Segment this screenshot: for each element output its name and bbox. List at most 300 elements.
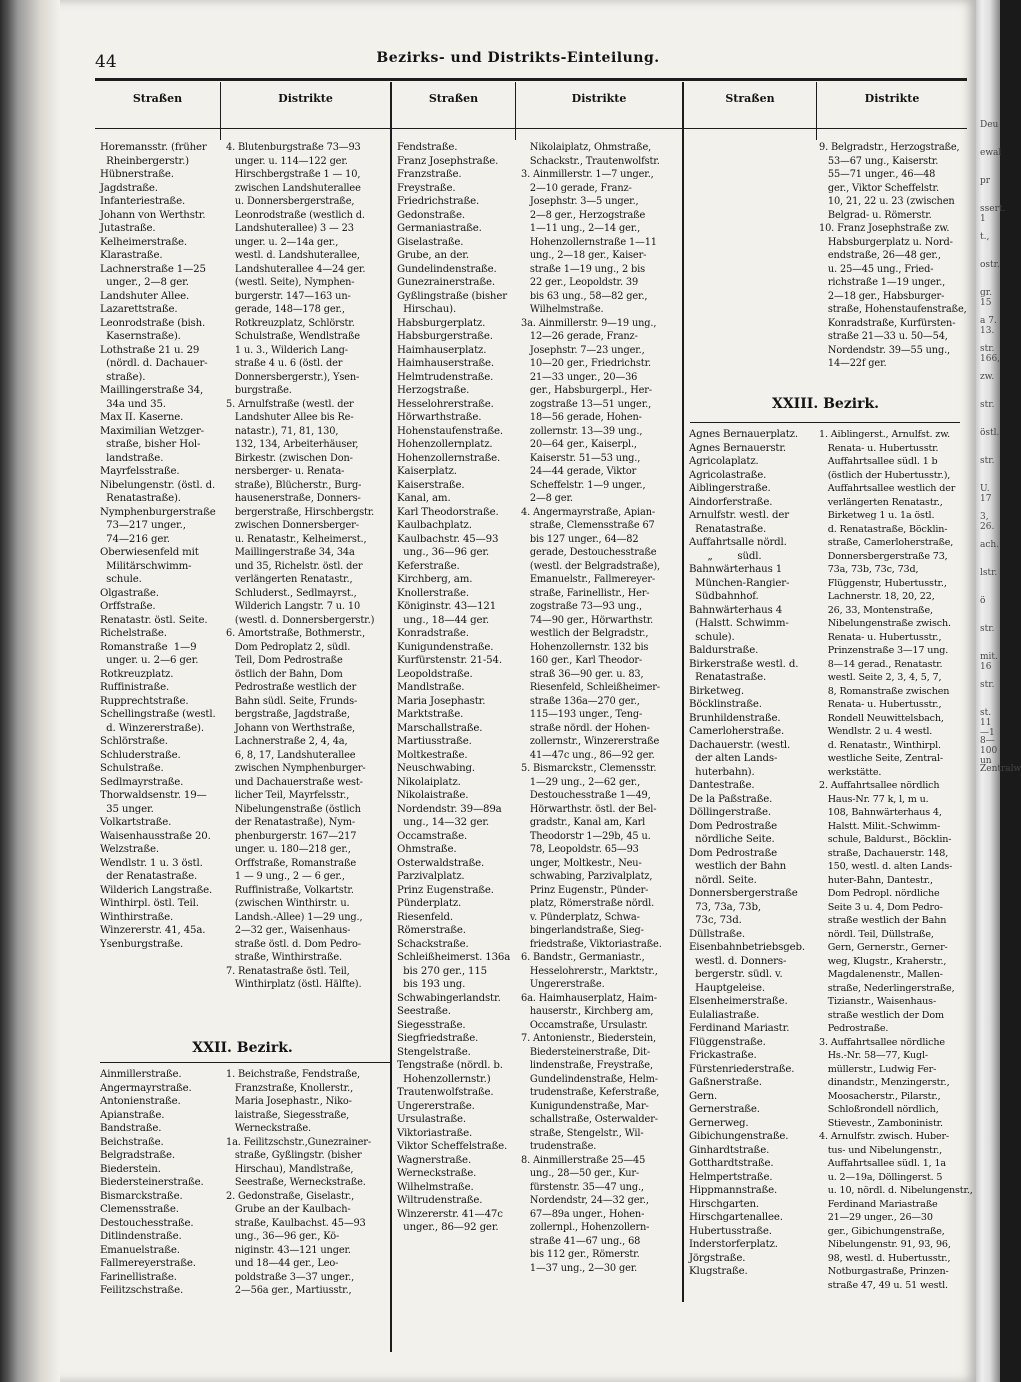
text-line: Theodorstr 1—29b, 45 u. bbox=[521, 830, 651, 842]
text-line: Schwabingerlandstr. bbox=[397, 992, 501, 1004]
text-line: Kunigundenstraße. bbox=[397, 641, 494, 653]
text-line: Kelheimerstraße. bbox=[100, 236, 187, 248]
text-line: 73a, 73b, 73c, 73d, bbox=[819, 564, 919, 575]
text-line: Hohenstaufenstraße. bbox=[397, 425, 503, 437]
text-line: der alten Lands- bbox=[689, 753, 778, 764]
text-line: Dom Pedrostraße bbox=[689, 847, 777, 859]
header-distrikte-1: Distrikte bbox=[278, 92, 333, 105]
text-line: der Renatastraße. bbox=[100, 871, 198, 882]
text-line: natastr.), 71, 81, 130, bbox=[226, 425, 339, 437]
text-line: Gyßlingstraße (bisher bbox=[397, 290, 507, 302]
text-line: 5. Arnulfstraße (westl. der bbox=[226, 398, 354, 410]
text-line: Birketweg 1 u. 1a östl. bbox=[819, 510, 935, 521]
text-line: Hesselohrerstraße. bbox=[397, 398, 494, 410]
text-line: Ungererstraße. bbox=[397, 1100, 475, 1112]
text-line: Rondell Neuwittelsbach, bbox=[819, 712, 944, 724]
text-line: straße, Nederlingerstraße, bbox=[819, 982, 955, 994]
text-line: Renatastraße. bbox=[689, 672, 767, 683]
edge-fragment: str. bbox=[980, 400, 995, 410]
text-line: Werneckstraße. bbox=[397, 1168, 477, 1179]
col2-streets bbox=[397, 141, 517, 1235]
edge-fragment: ö bbox=[980, 596, 986, 606]
text-line: Landshuterallee) 3 — 23 bbox=[226, 223, 354, 234]
text-line: Lazarettstraße. bbox=[100, 304, 178, 315]
text-line: Ungererstraße. bbox=[521, 979, 605, 990]
text-line: 4. Blutenburgstraße 73—93 bbox=[226, 142, 361, 153]
text-line: Nibelungenstr. (östl. d. bbox=[100, 479, 216, 491]
text-line: schallstraße, Osterwalder- bbox=[521, 1114, 658, 1125]
text-line: zogstraße 13—51 unger., bbox=[521, 398, 652, 410]
text-line: der Renatastraße), Nym- bbox=[226, 817, 355, 828]
text-line: 1. Aiblingerst., Arnulfst. zw. bbox=[819, 429, 951, 440]
text-line: schule, Baldurst., Böcklin- bbox=[819, 834, 952, 845]
text-line: 2. Auffahrtsallee nördlich bbox=[819, 780, 940, 791]
text-line: 2—18 ger., Habsburger- bbox=[819, 290, 945, 302]
text-line: Renata- u. Hubertusstr., bbox=[819, 631, 942, 643]
text-line: u. 10, nördl. d. Nibelungenstr., bbox=[819, 1185, 973, 1196]
text-line: 10, 21, 22 u. 23 (zwischen bbox=[819, 196, 955, 207]
text-line: 24—44 gerade, Viktor bbox=[521, 466, 637, 477]
text-line: Maillingerstraße 34, bbox=[100, 385, 204, 396]
text-line: Jutastraße. bbox=[100, 223, 156, 234]
text-line: Nordendstr. 39—89a bbox=[397, 803, 502, 815]
text-line: Ainmillerstraße. bbox=[100, 1069, 182, 1080]
text-line: Nibelungenstr. 91, 93, 96, bbox=[819, 1239, 951, 1250]
text-line: Schlörstraße. bbox=[100, 736, 168, 747]
text-line: Viktoriastraße. bbox=[397, 1127, 473, 1139]
text-line: gerade, Destouchesstraße bbox=[521, 547, 657, 558]
text-line: unger. u. 2—6 ger. bbox=[100, 655, 199, 666]
text-line: Renatastraße). bbox=[100, 493, 181, 504]
text-line: 3. Ainmillerstr. 1—7 unger., bbox=[521, 169, 654, 180]
edge-fragment: str. bbox=[980, 680, 995, 690]
text-line: 6. Bandstr., Germaniastr., bbox=[521, 952, 645, 963]
text-line: Kunigundenstraße, Mar- bbox=[521, 1100, 649, 1112]
text-line: Dantestraße. bbox=[689, 780, 755, 791]
text-line: Hohenzollernstraße 1—11 bbox=[521, 236, 657, 248]
text-line: Seestraße. bbox=[397, 1006, 451, 1017]
text-line: Wagnerstraße. bbox=[397, 1154, 472, 1166]
text-line: 78, Leopoldstr. 65—93 bbox=[521, 844, 639, 855]
text-line: Südbahnhof. bbox=[689, 591, 759, 602]
text-line: Orffstraße. bbox=[100, 601, 156, 612]
text-line: Thorwaldsenstr. 19— bbox=[100, 790, 207, 801]
text-line: huter-Bahn, Dantestr., bbox=[819, 874, 933, 886]
text-line: bis 270 ger., 115 bbox=[397, 965, 488, 977]
text-line: 53—67 ung., Kaiserstr. bbox=[819, 155, 939, 167]
text-line: Kirchberg, am. bbox=[397, 574, 473, 585]
text-line: 22 ger., Leopoldstr. 39 bbox=[521, 277, 639, 288]
text-line: Ysenburgstraße. bbox=[100, 938, 184, 950]
text-line: schwabing, Parzivalplatz, bbox=[521, 871, 653, 882]
text-line: straße westlich der Bahn bbox=[819, 915, 947, 926]
text-line: Frickastraße. bbox=[689, 1050, 757, 1061]
edge-fragment: str. bbox=[980, 624, 995, 634]
text-line: Hippmannstraße. bbox=[689, 1185, 778, 1196]
text-line: 132, 134, Arbeiterhäuser, bbox=[226, 439, 359, 450]
edge-fragment: östl. bbox=[980, 428, 1000, 438]
text-line: 73c, 73d. bbox=[689, 915, 742, 926]
text-line: Auffahrtsallee südl. 1 b bbox=[819, 456, 938, 467]
text-line: straße, Kaulbachst. 45—93 bbox=[226, 1217, 366, 1229]
text-line: Lachnerstraße 1—25 bbox=[100, 263, 206, 275]
text-line: Maria Josephastr., Niko- bbox=[226, 1096, 352, 1107]
text-line: Franzstraße. bbox=[397, 169, 462, 180]
text-line: Hirschgartenallee. bbox=[689, 1212, 783, 1223]
text-line: Gedonstraße. bbox=[397, 209, 465, 221]
text-line: Döllingerstraße. bbox=[689, 807, 771, 818]
text-line: Auffahrtsalle nördl. bbox=[689, 537, 787, 548]
text-line: unger. u. 180—218 ger., bbox=[226, 844, 351, 855]
text-line: Wilhelmstraße. bbox=[397, 1181, 474, 1193]
text-line: Militärschwimm- bbox=[100, 560, 192, 572]
text-line: d. Renatastraße, Böcklin- bbox=[819, 523, 948, 535]
text-line: Schulstraße, Wendlstraße bbox=[226, 331, 360, 342]
text-line: 18—56 gerade, Hohen- bbox=[521, 412, 642, 423]
text-line: 26, 33, Montenstraße, bbox=[819, 604, 933, 616]
text-line: Ferdinand Mariastraße bbox=[819, 1198, 938, 1210]
text-line: landstraße. bbox=[100, 452, 164, 464]
text-line: und 18—44 ger., Leo- bbox=[226, 1258, 339, 1269]
text-line: Renatastraße. bbox=[689, 523, 767, 535]
text-line: 1 — 9 ung., 2 — 6 ger., bbox=[226, 871, 345, 882]
text-line: Fendstraße. bbox=[397, 142, 458, 153]
text-line: Schleißheimerst. 136a bbox=[397, 952, 511, 963]
text-line: Nymphenburgerstraße bbox=[100, 506, 216, 518]
text-line: 10. Franz Josephstraße zw. bbox=[819, 223, 950, 234]
text-line: bergerstraße, Hirschbergstr. bbox=[226, 506, 375, 518]
text-line: bis 112 ger., Römerstr. bbox=[521, 1249, 640, 1260]
text-line: nördl. Teil, Düllstraße, bbox=[819, 928, 934, 940]
text-line: Kaiserplatz. bbox=[397, 466, 457, 477]
text-line: westlich der Belgradstr., bbox=[521, 628, 649, 639]
text-line: 74—216 ger. bbox=[100, 533, 170, 545]
text-line: Kanal, am. bbox=[397, 493, 451, 504]
text-line: Wilderich Langstraße. bbox=[100, 884, 213, 896]
text-line: straße 4 u. 6 (östl. der bbox=[226, 358, 343, 369]
text-line: Josephstr. 3—5 unger., bbox=[521, 196, 639, 207]
text-line: Leonrodstraße (bish. bbox=[100, 317, 206, 329]
text-line: Viktor Scheffelstraße. bbox=[397, 1141, 508, 1152]
text-line: westlich der Bahn bbox=[689, 861, 787, 872]
text-line: westliche Seite, Zentral- bbox=[819, 753, 943, 764]
text-line: ung., 36—96 ger. bbox=[397, 547, 490, 558]
text-line: Biedersteinerstraße, Dit- bbox=[521, 1046, 651, 1058]
text-line: Stievestr., Zamboninistr. bbox=[819, 1117, 943, 1129]
edge-fragment: lstr. bbox=[980, 568, 998, 578]
text-line: 12—26 gerade, Franz- bbox=[521, 331, 638, 342]
text-line: ung., 28—50 ger., Kur- bbox=[521, 1168, 640, 1179]
text-line: bis 193 ung. bbox=[397, 979, 466, 990]
text-line: Nikolaistraße. bbox=[397, 790, 469, 801]
text-line: Düllstraße. bbox=[689, 928, 745, 940]
text-line: Pedrostraße westlich der bbox=[226, 682, 357, 693]
text-line: Agricolaplatz. bbox=[689, 456, 759, 467]
bezirk22-rule bbox=[100, 1062, 390, 1063]
text-line: Gernerweg. bbox=[689, 1117, 749, 1129]
text-line: Rheinbergerstr.) bbox=[100, 155, 189, 167]
text-line: De la Paßstraße. bbox=[689, 793, 773, 805]
text-line: straße, Dachauerstr. 148, bbox=[819, 847, 949, 859]
bezirk23-rule bbox=[690, 422, 960, 423]
text-line: schule). bbox=[689, 631, 735, 643]
text-line: Gaßnerstraße. bbox=[689, 1077, 762, 1088]
text-line: richstraße 1—19 unger., bbox=[819, 277, 946, 288]
text-line: 108, Bahnwärterhaus 4, bbox=[819, 807, 942, 818]
header-bottom-rule bbox=[95, 128, 967, 129]
text-line: lindenstraße, Freystraße, bbox=[521, 1060, 653, 1071]
text-line: Knollerstraße. bbox=[397, 587, 469, 599]
text-line: 8, Romanstraße zwischen bbox=[819, 685, 950, 697]
col3-districts bbox=[819, 428, 973, 1292]
text-line: (westl. Seite), Nymphen- bbox=[226, 277, 355, 288]
text-line: 21—33 unger., 20—36 bbox=[521, 371, 638, 383]
text-line: westl. d. Landshuterallee, bbox=[226, 250, 360, 261]
text-line: 1—11 ung., 2—14 ger., bbox=[521, 223, 641, 234]
header-strassen-3: Straßen bbox=[725, 92, 775, 105]
book-gutter-shadow bbox=[0, 0, 60, 1382]
text-line: Klugstraße. bbox=[689, 1266, 748, 1277]
text-line: Gundelindenstraße. bbox=[397, 263, 497, 275]
text-line: Kaulbachplatz. bbox=[397, 520, 472, 531]
text-line: bingerlandstraße, Sieg- bbox=[521, 925, 644, 936]
text-line: Brunhildenstraße. bbox=[689, 712, 781, 724]
text-line: Eulaliastraße. bbox=[689, 1009, 760, 1021]
text-line: (nördl. d. Dachauer- bbox=[100, 358, 208, 369]
edge-fragment: str. bbox=[980, 456, 995, 466]
text-line: Beichstraße. bbox=[100, 1136, 164, 1148]
text-line: Ruffinistraße. bbox=[100, 682, 170, 693]
text-line: straße), Blücherstr., Burg- bbox=[226, 479, 362, 491]
text-line: 2—32 ger., Waisenhaus- bbox=[226, 925, 351, 936]
text-line: Rotkreuzplatz, Schlörstr. bbox=[226, 317, 355, 329]
text-line: Landshuter Allee. bbox=[100, 290, 190, 302]
text-line: fürstenstr. 35—47 ung., bbox=[521, 1181, 644, 1193]
text-line: und 35, Richelstr. östl. der bbox=[226, 560, 363, 572]
text-line: Habsburgerplatz. bbox=[397, 317, 486, 329]
text-line: Wendlstr. 1 u. 3 östl. bbox=[100, 857, 203, 869]
text-line: Landsh.-Allee) 1—29 ung., bbox=[226, 911, 363, 923]
text-line: Johann von Werthstr. bbox=[100, 209, 206, 221]
text-line: Nibelungenstraße zwisch. bbox=[819, 618, 951, 629]
header-strassen-1: Straßen bbox=[132, 92, 183, 105]
text-line: Mayrfelsstraße. bbox=[100, 466, 180, 477]
text-line: Maria Josephastr. bbox=[397, 695, 486, 707]
text-line: Kaulbachstr. 45—93 bbox=[397, 533, 499, 545]
text-line: Hirschgarten. bbox=[689, 1198, 759, 1210]
text-line: Gundelindenstraße, Helm- bbox=[521, 1073, 658, 1085]
text-line: Habsburgerplatz u. Nord- bbox=[819, 236, 953, 248]
text-line: 5. Bismarckstr., Clemensstr. bbox=[521, 763, 657, 774]
text-line: Farinellistraße. bbox=[100, 1271, 177, 1283]
header-distrikte-3: Distrikte bbox=[864, 92, 920, 105]
text-line: Franz Josephstraße. bbox=[397, 155, 499, 167]
col1-streets bbox=[100, 141, 220, 951]
text-line: Fürstenriederstraße. bbox=[689, 1063, 795, 1075]
bezirk22-title: XXII. Bezirk. bbox=[192, 1040, 293, 1056]
text-line: Seite 3 u. 4, Dom Pedro- bbox=[819, 901, 943, 913]
text-line: unger, Moltkestr., Neu- bbox=[521, 857, 642, 869]
text-line: Hohenzollernstr. 132 bis bbox=[521, 641, 649, 653]
text-line: straße, Clemensstraße 67 bbox=[521, 520, 655, 531]
text-line: niginstr. 43—121 unger. bbox=[226, 1244, 351, 1256]
text-line: Johann von Werthstraße, bbox=[226, 722, 355, 734]
text-line: Donnersbergerstraße bbox=[689, 888, 798, 899]
text-line: zollernpl., Hohenzollern- bbox=[521, 1222, 650, 1233]
text-line: Jörgstraße. bbox=[689, 1252, 746, 1264]
text-line: (Halstt. Schwimm- bbox=[689, 618, 789, 629]
text-line: huterbahn). bbox=[689, 766, 755, 778]
text-line: straße östl. d. Dom Pedro- bbox=[226, 938, 361, 950]
text-line: 2—8 ger., Herzogstraße bbox=[521, 209, 646, 221]
edge-fragment: zw. bbox=[980, 372, 995, 382]
text-line: weg, Klugstr., Kraherstr., bbox=[819, 955, 947, 967]
text-line: Gern, Gernerstr., Gerner- bbox=[819, 942, 948, 953]
text-line: ung., 14—32 ger. bbox=[397, 817, 490, 828]
text-line: Camerloherstraße. bbox=[689, 726, 785, 737]
text-line: zwischen Landshuterallee bbox=[226, 182, 361, 194]
text-line: westl. Seite 2, 3, 4, 5, 7, bbox=[819, 672, 942, 683]
edge-fragment: st. 11—1 bbox=[980, 708, 995, 738]
text-line: 150, westl. d. alten Lands- bbox=[819, 861, 953, 872]
text-line: Josephstr. 7—23 unger., bbox=[521, 344, 645, 356]
text-line: 1a. Feilitzschstr.,Gunezrainer- bbox=[226, 1136, 371, 1148]
edge-fragment: Deu bbox=[980, 120, 999, 130]
text-line: Feilitzschstraße. bbox=[100, 1285, 184, 1296]
text-line: 98, westl. d. Hubertusstr., bbox=[819, 1252, 951, 1264]
text-line: straße 1—19 ung., 2 bis bbox=[521, 263, 646, 275]
text-line: v. Pünderplatz, Schwa- bbox=[521, 911, 640, 923]
text-line: Hohenzollernplatz. bbox=[397, 439, 493, 450]
text-line: laistraße, Siegesstraße, bbox=[226, 1109, 350, 1121]
edge-fragment: ewal bbox=[980, 148, 1002, 158]
text-line: Wilhelmstraße. bbox=[521, 304, 604, 315]
text-line: Emanuelstraße. bbox=[100, 1244, 180, 1256]
text-line: Mandlstraße. bbox=[397, 682, 465, 693]
text-line: Biedersteinerstraße. bbox=[100, 1177, 204, 1188]
text-line: Kasernstraße). bbox=[100, 331, 181, 342]
text-line: Volkartstraße. bbox=[100, 817, 172, 828]
text-line: Werneckstraße. bbox=[226, 1123, 312, 1134]
text-line: Bismarckstraße. bbox=[100, 1190, 183, 1202]
text-line: (zwischen Winthirstr. u. bbox=[226, 898, 350, 909]
text-line: 2. Gedonstraße, Giselastr., bbox=[226, 1190, 355, 1202]
text-line: u. 2—19a, Döllingerst. 5 bbox=[819, 1171, 943, 1183]
next-page-edge bbox=[976, 0, 1021, 1382]
text-line: 9. Belgradstr., Herzogstraße, bbox=[819, 142, 960, 153]
text-line: Klarastraße. bbox=[100, 250, 163, 261]
text-line: Leopoldstraße. bbox=[397, 668, 473, 680]
text-line: Ginhardtstraße. bbox=[689, 1144, 770, 1156]
text-line: Nordendstr, 24—32 ger., bbox=[521, 1195, 649, 1206]
text-line: 73, 73a, 73b, bbox=[689, 901, 761, 913]
text-line: Prinz Eugenstraße. bbox=[397, 884, 494, 896]
text-line: zogstraße 73—93 ung., bbox=[521, 601, 642, 612]
text-line: Infanteriestraße. bbox=[100, 196, 186, 207]
text-line: Hirschau), Mandlstraße, bbox=[226, 1163, 354, 1175]
text-line: Occamstraße. bbox=[397, 830, 468, 842]
col1b-districts bbox=[226, 1068, 390, 1298]
text-line: und Dachauerstraße west- bbox=[226, 776, 363, 788]
text-line: Aindorferstraße. bbox=[689, 496, 773, 508]
text-line: Prinz Eugenstr., Pünder- bbox=[521, 884, 649, 896]
text-line: Pünderplatz. bbox=[397, 898, 462, 909]
text-line: Welzstraße. bbox=[100, 844, 159, 855]
text-line: Destouchesstraße. bbox=[100, 1217, 194, 1229]
text-line: Karl Theodorstraße. bbox=[397, 506, 499, 518]
text-line: Schackstraße. bbox=[397, 938, 469, 950]
text-line: Helmpertstraße. bbox=[689, 1171, 773, 1183]
text-line: Siegfriedstraße. bbox=[397, 1033, 479, 1044]
text-line: Hesselohrerstr., Marktstr., bbox=[521, 965, 658, 977]
text-line: Kurfürstenstr. 21-54. bbox=[397, 655, 502, 666]
text-line: licher Teil, Mayrfelsstr., bbox=[226, 790, 350, 801]
text-line: Friedrichstraße. bbox=[397, 196, 480, 207]
text-line: Grube, an der. bbox=[397, 250, 469, 261]
text-line: Oberwiesenfeld mit bbox=[100, 547, 199, 558]
text-line: Pedrostraße. bbox=[819, 1023, 889, 1034]
text-line: burgstraße. bbox=[226, 385, 292, 396]
col3-streets bbox=[689, 428, 817, 1279]
text-line: Gibichungenstraße. bbox=[689, 1131, 789, 1142]
text-line: Biederstein. bbox=[100, 1163, 161, 1175]
text-line: nördl. Seite. bbox=[689, 874, 757, 886]
text-line: Scheffelstr. 1—9 unger., bbox=[521, 479, 646, 491]
text-line: Franzstraße, Knollerstr., bbox=[226, 1082, 354, 1094]
text-line: Stengelstraße. bbox=[397, 1046, 471, 1058]
text-line: Richelstraße. bbox=[100, 628, 167, 639]
text-line: straße, bisher Hol- bbox=[100, 439, 201, 450]
edge-fragment: ostr. bbox=[980, 260, 1000, 270]
edge-fragment: str. 166, bbox=[980, 344, 1001, 364]
text-line: Arnulfstr. westl. der bbox=[689, 510, 790, 521]
header-strassen-2: Straßen bbox=[428, 92, 479, 105]
text-line: Giselastraße. bbox=[397, 236, 464, 248]
text-line: Freystraße. bbox=[397, 182, 456, 194]
text-line: westl. d. Donners- bbox=[689, 955, 787, 967]
text-line: Hirschbergstraße 1 — 10, bbox=[226, 169, 361, 180]
text-line: 67—89a unger., Hohen- bbox=[521, 1208, 645, 1220]
text-line: 55—71 unger., 46—48 bbox=[819, 169, 936, 180]
text-line: Haimhauserstraße. bbox=[397, 358, 494, 369]
text-line: Olgastraße. bbox=[100, 587, 159, 599]
text-line: Agnes Bernauerplatz. bbox=[689, 429, 798, 440]
text-line: 160 ger., Karl Theodor- bbox=[521, 655, 643, 666]
text-line: 6. Amortstraße, Bothmerstr., bbox=[226, 628, 366, 639]
text-line: 20—64 ger., Kaiserpl., bbox=[521, 439, 637, 450]
text-line: Occamstraße, Ursulastr. bbox=[521, 1019, 648, 1031]
text-line: verlängerten Renatastr., bbox=[819, 496, 943, 508]
text-line: Bahnwärterhaus 4 bbox=[689, 604, 783, 616]
text-line: Antonienstraße. bbox=[100, 1096, 181, 1107]
text-line: u. 25—45 ung., Fried- bbox=[819, 263, 934, 275]
text-line: Grube an der Kaulbach- bbox=[226, 1204, 351, 1215]
text-line: Jagdstraße. bbox=[100, 182, 158, 194]
text-line: Winthirplatz (östl. Hälfte). bbox=[226, 979, 362, 990]
text-line: „ südl. bbox=[689, 550, 762, 562]
text-line: Ferdinand Mariastr. bbox=[689, 1023, 790, 1034]
col1b-streets bbox=[100, 1068, 220, 1298]
text-line: Apianstraße. bbox=[100, 1109, 165, 1121]
text-line: straße, Hohenstaufenstraße, bbox=[819, 304, 967, 315]
text-line: zollernstr., Winzererstraße bbox=[521, 736, 660, 747]
text-line: 73—217 unger., bbox=[100, 520, 186, 531]
text-line: Riesenfeld. bbox=[397, 911, 453, 923]
text-line: Teil, Dom Pedrostraße bbox=[226, 655, 343, 666]
text-line: Winzererstr. 41, 45a. bbox=[100, 925, 206, 936]
text-line: Elsenheimerstraße. bbox=[689, 996, 788, 1007]
text-line: Schluderstraße. bbox=[100, 749, 181, 761]
